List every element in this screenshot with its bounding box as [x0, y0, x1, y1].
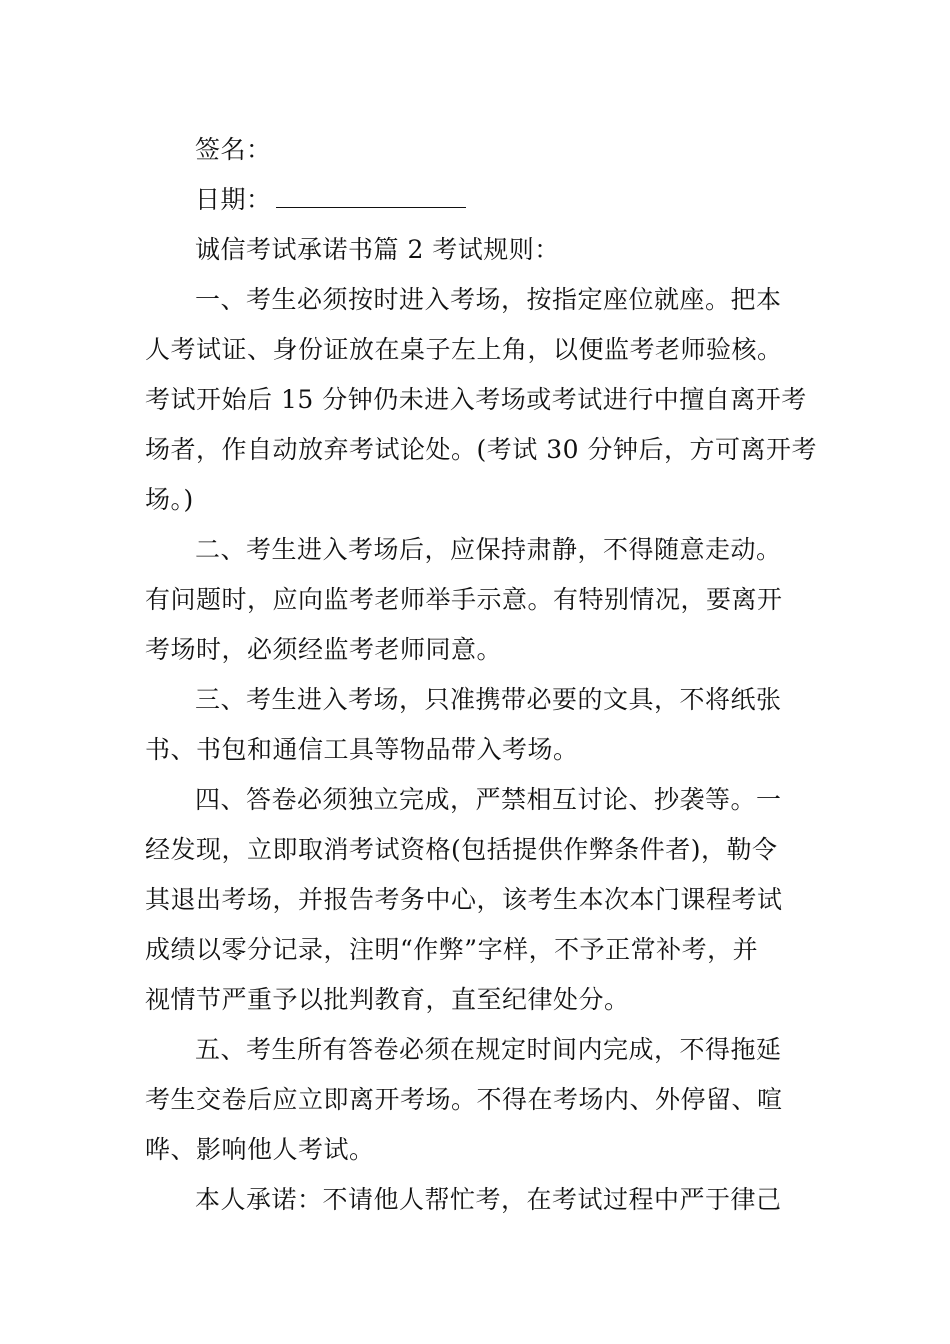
paragraph-1-line-3: 考试开始后 15 分钟仍未进入考场或考试进行中擅自离开考 — [145, 385, 807, 414]
paragraph-4-line-1: 四、答卷必须独立完成，严禁相互讨论、抄袭等。一 — [195, 785, 782, 814]
signature-label: 签名： — [195, 135, 272, 164]
paragraph-3-line-2: 书、书包和通信工具等物品带入考场。 — [145, 735, 579, 764]
paragraph-1-line-4: 场者，作自动放弃考试论处。(考试 30 分钟后，方可离开考 — [145, 435, 817, 464]
paragraph-2-line-3: 考场时，必须经监考老师同意。 — [145, 635, 503, 664]
paragraph-5-line-1: 五、考生所有答卷必须在规定时间内完成，不得拖延 — [195, 1035, 782, 1064]
paragraph-2-line-2: 有问题时，应向监考老师举手示意。有特别情况，要离开 — [145, 585, 783, 614]
paragraph-5-line-2: 考生交卷后应立即离开考场。不得在考场内、外停留、喧 — [145, 1085, 783, 1114]
date-line — [195, 184, 810, 216]
date-label: 日期： — [195, 185, 272, 214]
paragraph-4-line-2: 经发现，立即取消考试资格(包括提供作弊条件者)，勒令 — [145, 835, 778, 864]
paragraph-2-line-1: 二、考生进入考场后，应保持肃静，不得随意走动。 — [195, 535, 782, 564]
paragraph-4-line-5: 视情节严重予以批判教育，直至纪律处分。 — [145, 985, 630, 1014]
paragraph-1-line-2: 人考试证、身份证放在桌子左上角，以便监考老师验核。 — [145, 335, 783, 364]
paragraph-1-line-1: 一、考生必须按时进入考场，按指定座位就座。把本 — [195, 285, 782, 314]
paragraph-4-line-4: 成绩以零分记录，注明“作弊”字样，不予正常补考，并 — [145, 935, 759, 964]
date-blank — [276, 185, 466, 208]
paragraph-3-line-1: 三、考生进入考场，只准携带必要的文具，不将纸张 — [195, 685, 782, 714]
paragraph-1-line-5: 场。) — [145, 485, 194, 514]
paragraph-5-line-3: 哗、影响他人考试。 — [145, 1135, 375, 1164]
paragraph-6-line-1: 本人承诺：不请他人帮忙考，在考试过程中严于律己 — [195, 1185, 782, 1214]
section-heading: 诚信考试承诺书篇 2 考试规则： — [195, 235, 560, 264]
paragraph-4-line-3: 其退出考场，并报告考务中心，该考生本次本门课程考试 — [145, 885, 783, 914]
